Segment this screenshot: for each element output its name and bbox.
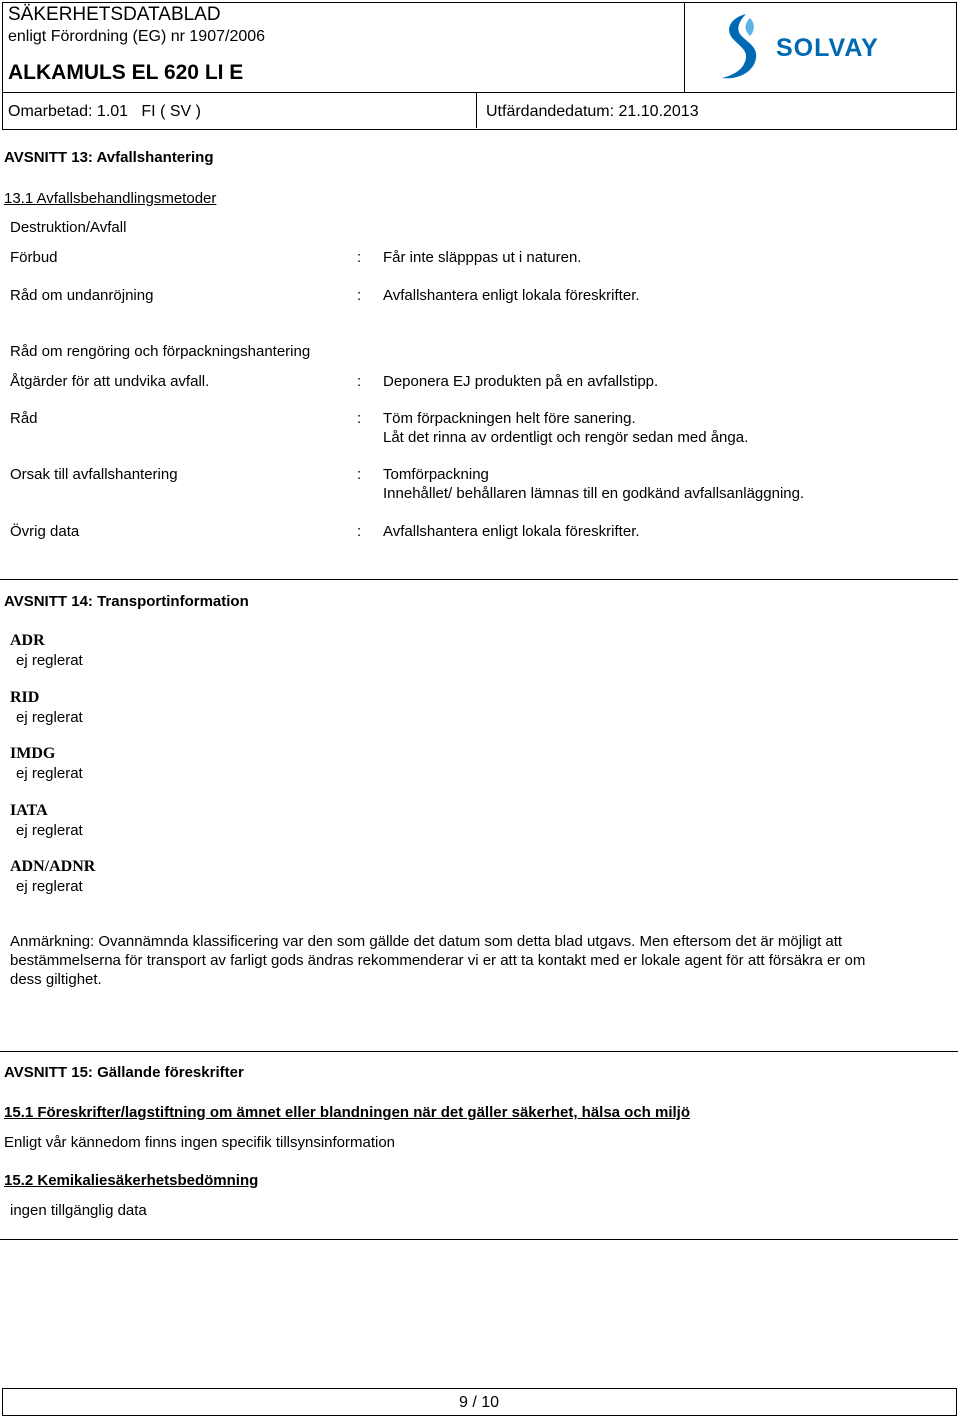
- note-text: Ovannämnda klassificering var den som gällde det datum som detta blad utgavs. Men eftersom det är möjligt att: [94, 933, 843, 950]
- note-label: Anmärkning:: [10, 933, 95, 950]
- subsection-13-1: 13.1 Avfallsbehandlingsmetoder: [4, 190, 217, 207]
- transport-mode: IMDG: [10, 745, 56, 762]
- section-15-title: AVSNITT 15: Gällande föreskrifter: [4, 1064, 244, 1081]
- doc-type: SÄKERHETSDATABLAD: [8, 4, 221, 25]
- issue-date: Utfärdandedatum: 21.10.2013: [486, 103, 699, 120]
- section-divider: [0, 1051, 958, 1052]
- header-divider: [684, 2, 685, 92]
- row-label: Åtgärder för att undvika avfall.: [10, 373, 210, 390]
- transport-status: ej reglerat: [16, 878, 83, 895]
- section-14-title: AVSNITT 14: Transportinformation: [4, 593, 249, 610]
- page-number: 9 / 10: [458, 1394, 500, 1411]
- transport-status: ej reglerat: [16, 652, 83, 669]
- section-13-title: AVSNITT 13: Avfallshantering: [4, 149, 214, 166]
- transport-mode: IATA: [10, 802, 48, 819]
- row-label: Övrig data: [10, 523, 80, 540]
- colon: :: [357, 410, 362, 427]
- colon: :: [357, 523, 362, 540]
- row-label: Förbud: [10, 249, 58, 266]
- row-value: Avfallshantera enligt lokala föreskrifter.: [383, 523, 640, 540]
- row-value: Får inte släpppas ut i naturen.: [383, 249, 582, 266]
- note-text: dess giltighet.: [10, 971, 102, 988]
- header-divider: [2, 92, 955, 93]
- header-divider: [476, 92, 477, 128]
- transport-status: ej reglerat: [16, 709, 83, 726]
- colon: :: [357, 466, 362, 483]
- colon: :: [357, 249, 362, 266]
- colon: :: [357, 287, 362, 304]
- group-destruction: Destruktion/Avfall: [10, 219, 127, 236]
- note-text: bestämmelserna för transport av farligt gods ändras rekommenderar vi er att ta kontakt med er lokale agent för att försäkra er om: [10, 952, 866, 969]
- solvay-logo-icon: [716, 12, 764, 82]
- row-value: Töm förpackningen helt före sanering.: [383, 410, 636, 427]
- transport-status: ej reglerat: [16, 765, 83, 782]
- subsection-text: Enligt vår kännedom finns ingen specifik tillsynsinformation: [4, 1134, 396, 1151]
- regulation: enligt Förordning (EG) nr 1907/2006: [8, 28, 266, 45]
- row-label: Råd om undanröjning: [10, 287, 154, 304]
- revision: Omarbetad: 1.01 FI ( SV ): [8, 103, 201, 120]
- solvay-logo-text: SOLVAY: [776, 34, 879, 62]
- row-value: Innehållet/ behållaren lämnas till en godkänd avfallsanläggning.: [383, 485, 805, 502]
- transport-mode: ADR: [10, 632, 45, 649]
- subsection-text: ingen tillgänglig data: [10, 1202, 147, 1219]
- transport-status: ej reglerat: [16, 822, 83, 839]
- subsection-15-2: 15.2 Kemikaliesäkerhetsbedömning: [4, 1172, 259, 1189]
- row-value: Låt det rinna av ordentligt och rengör sedan med ånga.: [383, 429, 749, 446]
- row-value: Tomförpackning: [383, 466, 489, 483]
- row-value: Avfallshantera enligt lokala föreskrifter.: [383, 287, 640, 304]
- transport-mode: RID: [10, 689, 40, 706]
- section-divider: [0, 579, 958, 580]
- row-value: Deponera EJ produkten på en avfallstipp.: [383, 373, 659, 390]
- colon: :: [357, 373, 362, 390]
- product-name: ALKAMULS EL 620 LI E: [8, 61, 244, 84]
- row-label: Orsak till avfallshantering: [10, 466, 178, 483]
- section-divider: [0, 1239, 958, 1240]
- transport-note: [10, 933, 842, 951]
- transport-mode: ADN/ADNR: [10, 858, 96, 875]
- subsection-15-1: 15.1 Föreskrifter/lagstiftning om ämnet eller blandningen när det gäller säkerhet, hälsa och miljö: [4, 1104, 691, 1121]
- group-cleaning: Råd om rengöring och förpackningshantering: [10, 343, 311, 360]
- row-label: Råd: [10, 410, 38, 427]
